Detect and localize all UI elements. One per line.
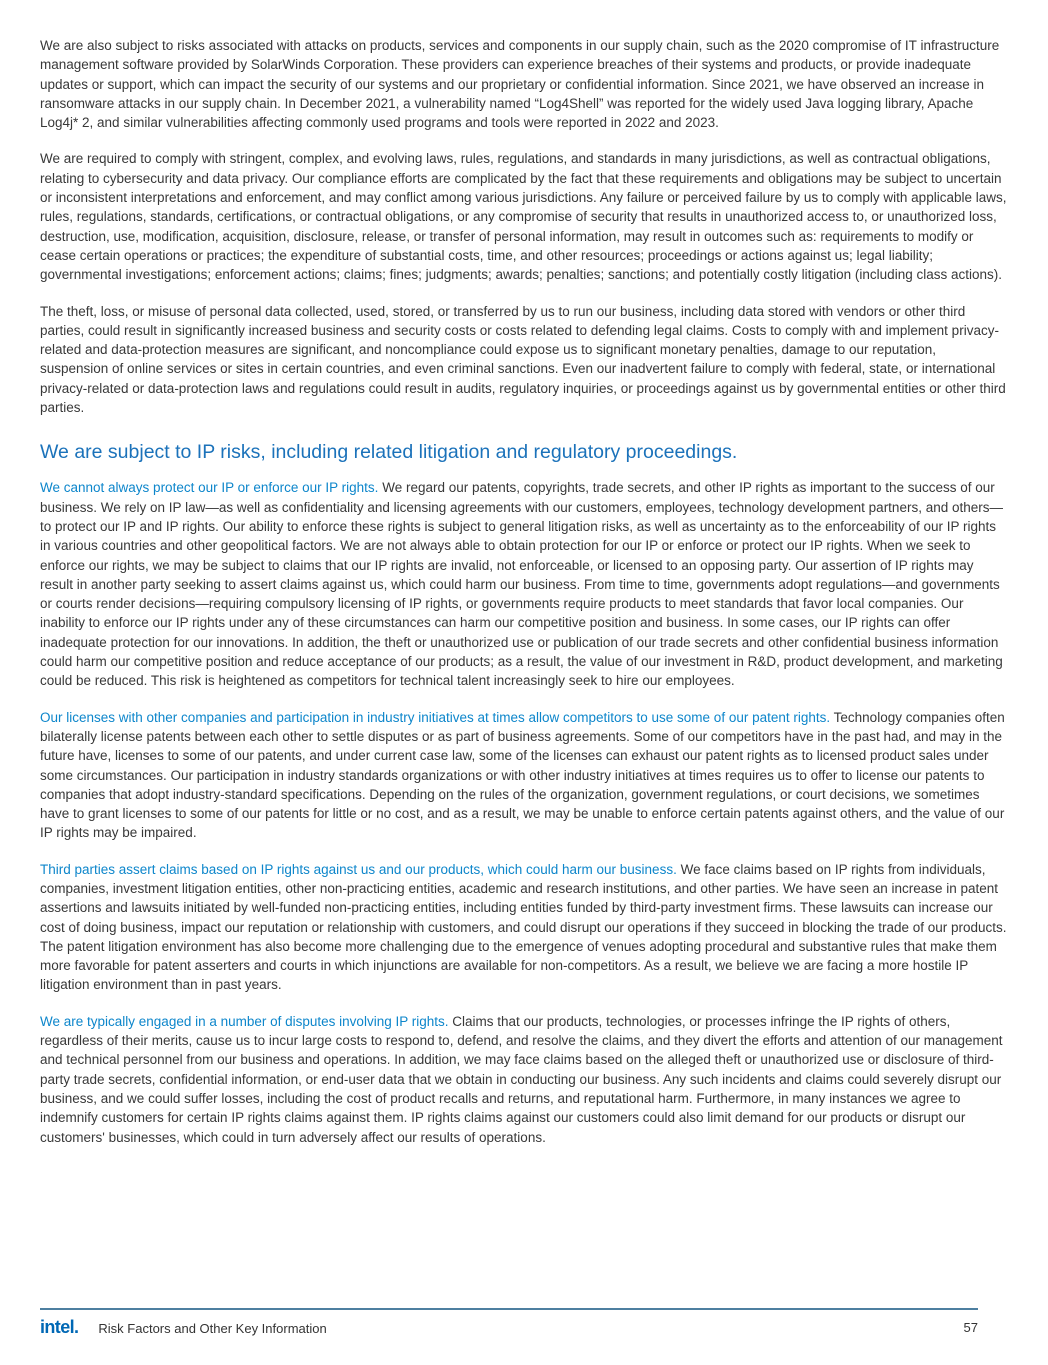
paragraph-cybersecurity-compliance: We are required to comply with stringent, complex, and evolving laws, rules, regulations, and standards in many jurisdictions, as well as contractual obligations, relating to cybersecurity and data privacy. Our compliance efforts are complicated by the fact that these requirements and obligations may be subject to uncertain or inconsistent interpretations and enforcement, and may conflict among various jurisdictions. Any failure or perceived failure by us to comply with applicable laws, rules, regulations, standards, certifications, or contractual obligations, or any compromise of security that results in unauthorized access to, or unauthorized loss, destruction, use, modification, acquisition, disclosure, release, or transfer of personal information, may result in outcomes such as: requirements to modify or cease certain operations or practices; the expenditure of substantial costs, time, and other resources; proceedings or actions against us; legal liability; governmental investigations; enforcement actions; claims; fines; judgments; awards; penalties; sanctions; and potentially costly litigation (including class actions). [40,151,1007,283]
page-footer [40,1308,978,1336]
footer-left-group [40,1318,327,1336]
footer-section-label: Risk Factors and Other Key Information [98,1321,327,1336]
paragraph-text-third-party-claims: We face claims based on IP rights from individuals, companies, investment litigation entities, other non-practicing entities, academic and research institutions, and other parties. We have seen an increase in patent assertions and lawsuits initiated by well-funded non-practicing entities, including entities funded by third-party investment firms. These lawsuits can increase our cost of doing business, impact our reputation or relationship with customers, and could disrupt our operations if they succeed in blocking the trade of our products. The patent litigation environment has also become more challenging due to the emergence of venues adopting procedural and substantive rules that make them more favorable for patent asserters and courts in which injunctions are available for non-competitors. As a result, we believe we are facing a more hostile IP litigation environment than in past years. [40,861,1007,993]
paragraph-ip-disputes [40,1012,1008,1147]
document-body [40,36,1008,1164]
paragraph-personal-data-risks: The theft, loss, or misuse of personal data collected, used, stored, or transferred by us to run our business, including data stored with vendors or other third parties, could result in significantly increased business and security costs or costs related to defending legal claims. Costs to comply with and implement privacy-related and data-protection measures are significant, and noncompliance could expose us to significant monetary penalties, damage to our reputation, suspension of online services or sites in certain countries, and even criminal sanctions. Even our inadvertent failure to comply with federal, state, or international privacy-related or data-protection laws and regulations could result in audits, regulatory inquiries, or proceedings against us by governmental entities or other third parties. [40,303,1006,416]
page-number: 57 [963,1319,978,1335]
paragraph-text-ip-protection: We regard our patents, copyrights, trade secrets, and other IP rights as important to the success of our business. We rely on IP law—as well as confidentiality and licensing agreements with our customers, employees, technology development partners, and others—to protect our IP and IP rights. Our ability to enforce these rights is subject to general litigation risks, as well as uncertainty as to the enforceability of our IP rights in various countries and other geopolitical factors. We are not always able to obtain protection for our IP or enforce or protect our IP rights. When we seek to enforce our rights, we may be subject to claims that our IP rights are invalid, not enforceable, or licensed to an opposing party. Our assertion of IP rights may result in another party seeking to assert claims against us, which could harm our business. From time to time, governments adopt regulations—and governments or courts render decisions—requiring compulsory licensing of IP rights, or governments require products to meet standards that favor local companies. Our inability to enforce our IP rights under any of these circumstances can harm our competitive position and business. In some cases, our IP rights can offer inadequate protection for our innovations. In addition, the theft or unauthorized use or publication of our trade secrets and other confidential business information could harm our competitive position and reduce acceptance of our products; as a result, the value of our investment in R&D, product development, and marketing could be reduced. This risk is heightened as competitors for technical talent increasingly seek to hire our employees. [40,480,1003,689]
intel-logo: intel. [40,1317,79,1337]
paragraph-lead-ip-protection: We cannot always protect our IP or enforce our IP rights. [40,480,379,496]
paragraph-lead-third-party-claims: Third parties assert claims based on IP rights against us and our products, which could harm our business. [40,861,677,877]
paragraph-ip-protection [40,478,1008,690]
paragraph-lead-licenses-initiatives: Our licenses with other companies and participation in industry initiatives at times allow competitors to use some of our patent rights. [40,709,831,725]
paragraph-text-licenses-initiatives: Technology companies often bilaterally license patents between each other to settle disputes or as part of business agreements. Some of our competitors have in the past had, and may in the future have, licenses to some of our patents, and under current case law, some of the licenses can exhaust our patent rights as to licensed product sales under some circumstances. Our participation in industry standards organizations or with other industry initiatives at times requires us to offer to license our patents to companies that adopt industry-standard specifications. Depending on the rules of the organization, government regulations, or court decisions, we sometimes have to grant licenses to some of our patents for little or no cost, and as a result, we may be unable to enforce certain patents against others, and the value of our IP rights may be impaired. [40,709,1005,841]
paragraph-text-ip-disputes: Claims that our products, technologies, or processes infringe the IP rights of others, regardless of their merits, cause us to incur large costs to respond to, defend, and resolve the claims, and they divert the efforts and attention of our management and technical personnel from our business and operations. In addition, we may face claims based on the alleged theft or unauthorized use or disclosure of third-party trade secrets, confidential information, or end-user data that we obtain in conducting our business. Any such incidents and claims could severely disrupt our business, and we could suffer losses, including the cost of product recalls and returns, and reputational harm. Furthermore, in many instances we agree to indemnify customers for certain IP rights claims against them. IP rights claims against our customers could also limit demand for our products or disrupt our customers' businesses, which could in turn adversely affect our results of operations. [40,1013,1003,1145]
paragraph-lead-ip-disputes: We are typically engaged in a number of disputes involving IP rights. [40,1013,449,1029]
paragraph-supply-chain-attacks: We are also subject to risks associated with attacks on products, services and components in our supply chain, such as the 2020 compromise of IT infrastructure management software provided by SolarWinds Corporation. These providers can experience breaches of their systems and products, or provide inadequate updates or support, which can impact the security of our systems and our proprietary or confidential information. Since 2021, we have observed an increase in ransomware attacks in our supply chain. In December 2021, a vulnerability named “Log4Shell” was reported for the widely used Java logging library, Apache Log4j* 2, and similar vulnerabilities affecting commonly used programs and tools were reported in 2022 and 2023. [40,38,1000,131]
paragraph-licenses-initiatives [40,708,1008,843]
section-heading-ip-risks: We are subject to IP risks, including related litigation and regulatory proceedings. [40,441,738,464]
paragraph-third-party-claims [40,860,1008,995]
